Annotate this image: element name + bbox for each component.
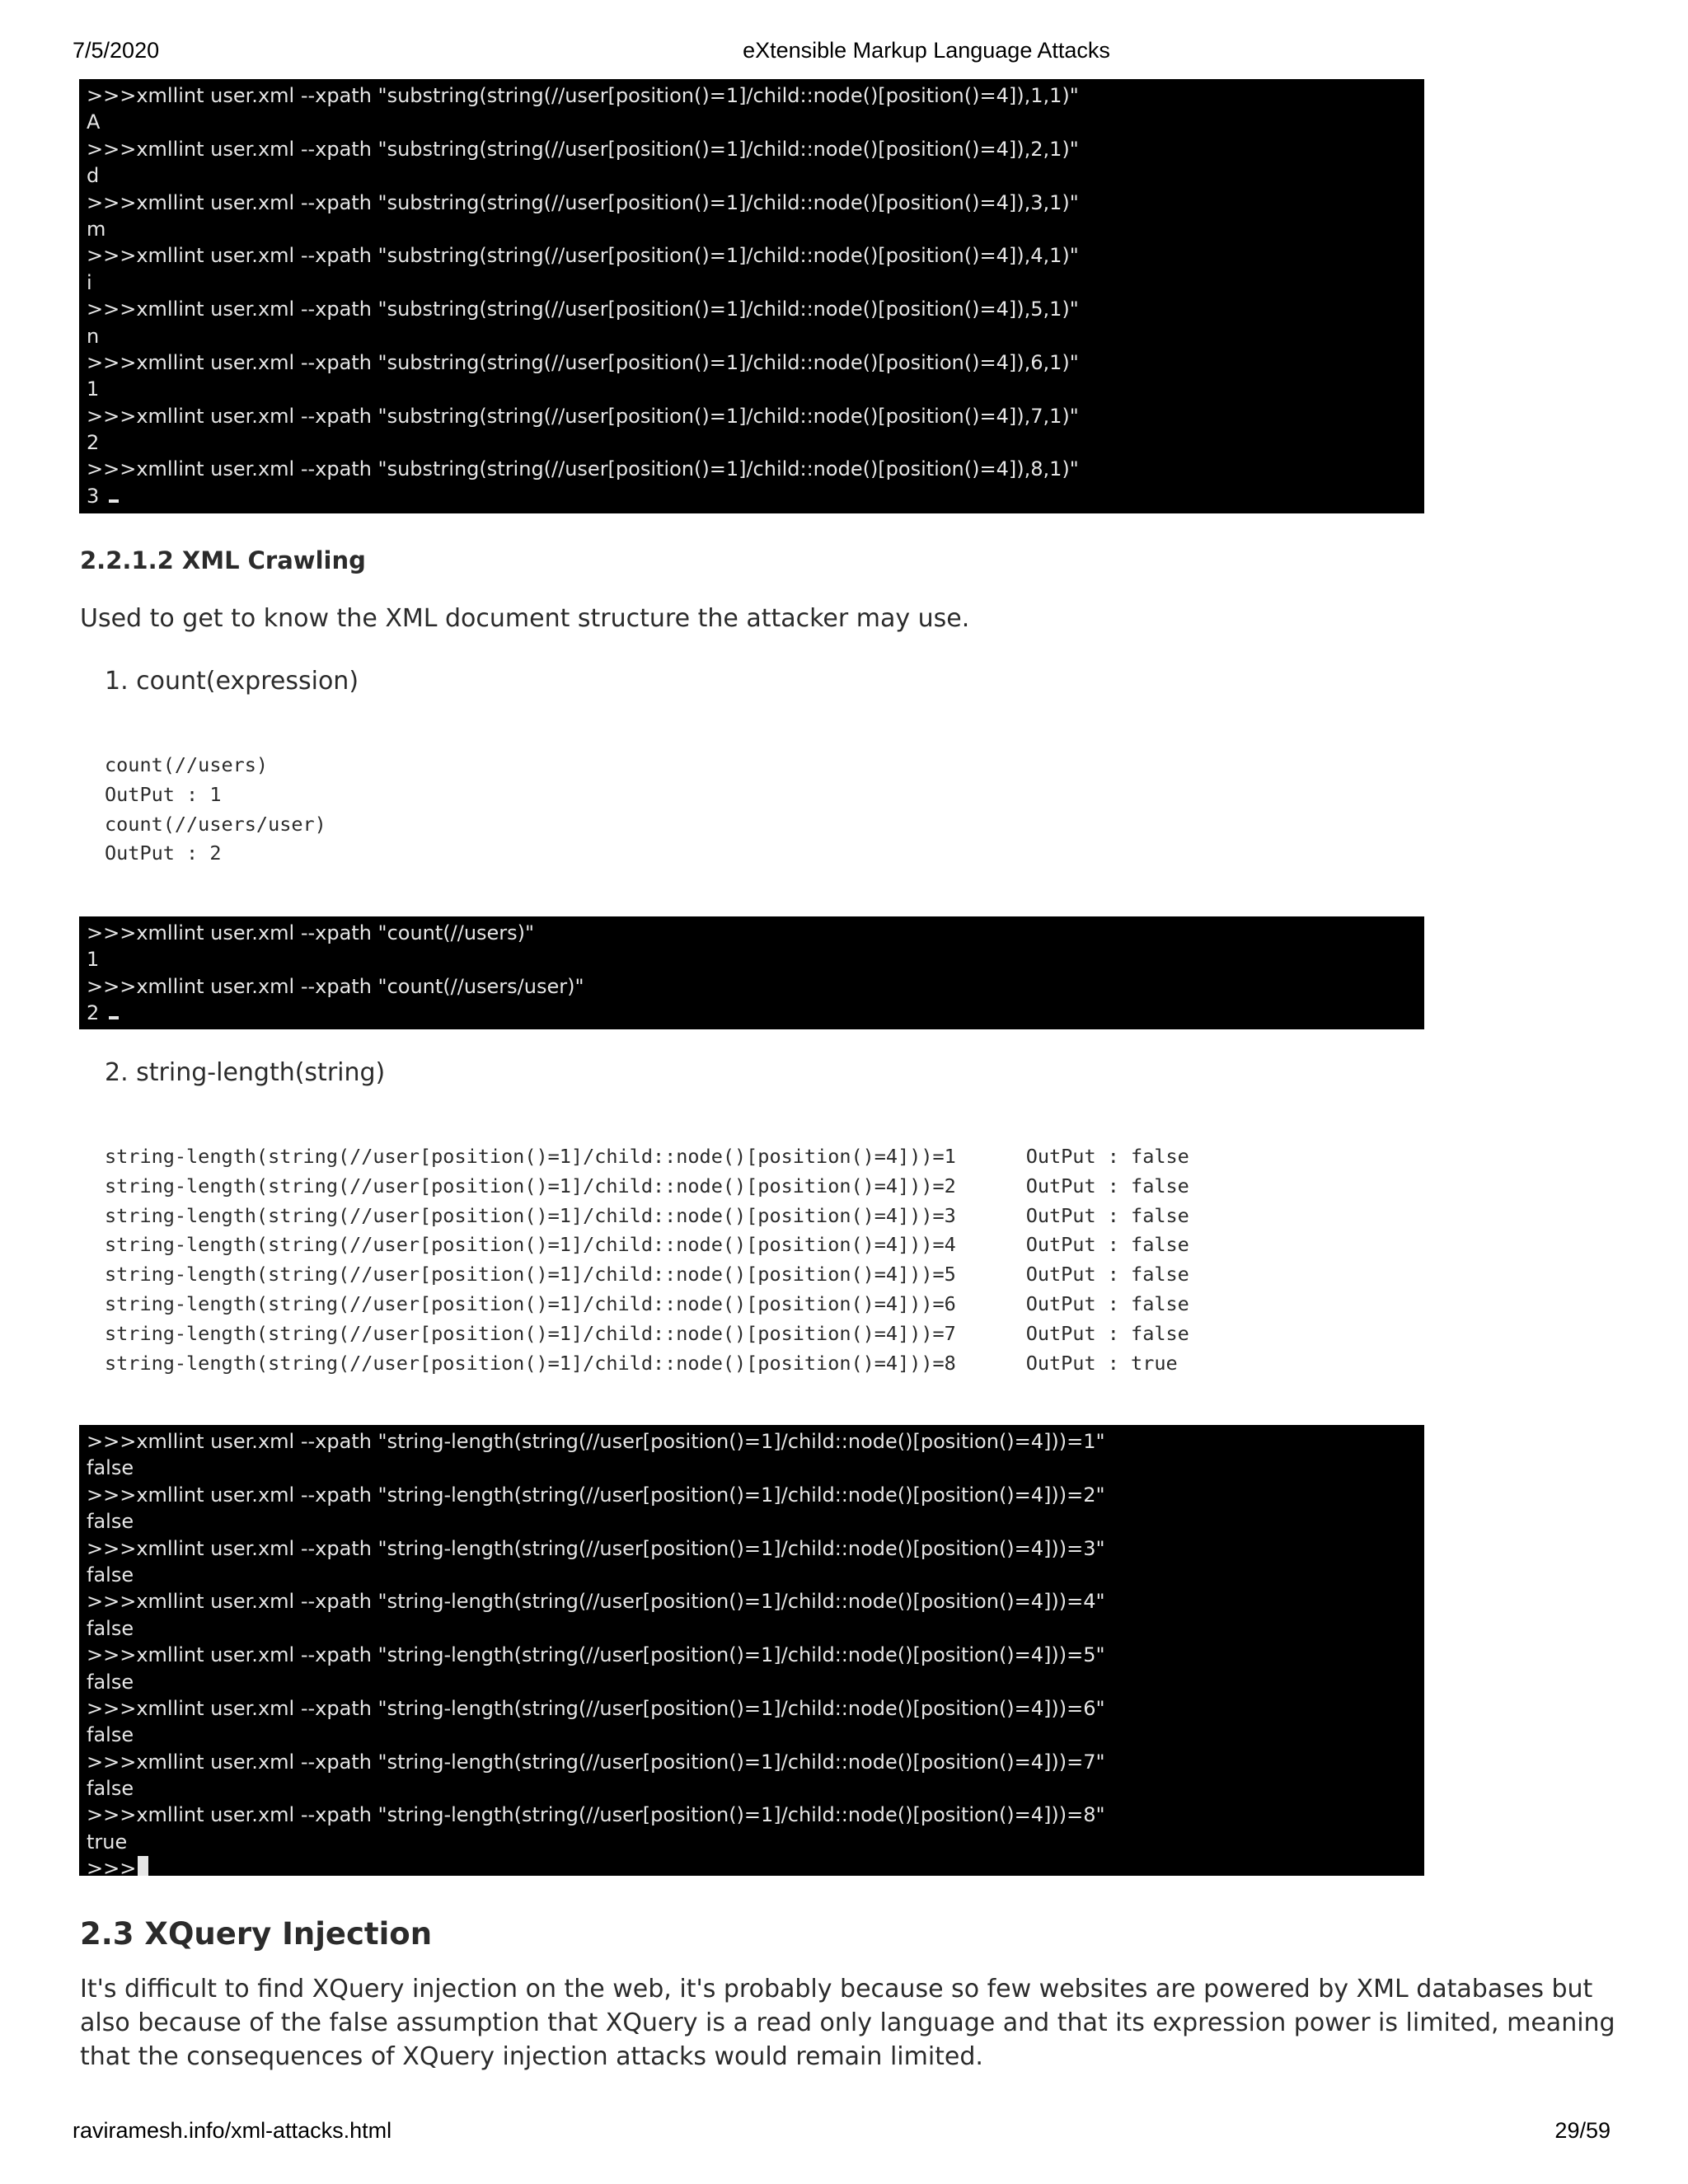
terminal-screenshot-substring [79, 79, 1424, 513]
terminal-screenshot-string-length [79, 1425, 1424, 1876]
print-page-number: 29/59 [1554, 2118, 1611, 2143]
terminal-cursor-icon [109, 499, 119, 503]
terminal-line: 2 [87, 431, 100, 455]
terminal-line: false [87, 1723, 134, 1747]
terminal-line: n [87, 324, 100, 348]
terminal-line: false [87, 1510, 134, 1534]
terminal-line: false [87, 1563, 134, 1586]
terminal-line: 1 [87, 948, 100, 972]
terminal-line: >>>xmllint user.xml --xpath "string-length(string(//user[position()=1]/child::node()[position()=4]))=3" [87, 1536, 1105, 1560]
terminal-cursor-icon [138, 1856, 148, 1876]
terminal-line: >>>xmllint user.xml --xpath "substring(string(//user[position()=1]/child::node()[position()=4]),4,1)" [87, 244, 1079, 268]
terminal-output: 3 [87, 484, 100, 508]
terminal-line: >>>xmllint user.xml --xpath "count(//users/user)" [87, 974, 584, 998]
terminal-line: >>>xmllint user.xml --xpath "substring(string(//user[position()=1]/child::node()[position()=4]),6,1)" [87, 350, 1079, 374]
terminal-line: >>>xmllint user.xml --xpath "string-length(string(//user[position()=1]/child::node()[position()=4]))=4" [87, 1590, 1105, 1614]
terminal-prompt: >>> [87, 1857, 137, 1876]
code-block-count [105, 751, 326, 869]
section-intro: Used to get to know the XML document structure the attacker may use. [80, 604, 970, 633]
terminal-line: >>>xmllint user.xml --xpath "string-length(string(//user[position()=1]/child::node()[position()=4]))=5" [87, 1643, 1105, 1667]
terminal-line: false [87, 1456, 134, 1480]
terminal-prompt-line [87, 1855, 1424, 1876]
code-line: string-length(string(//user[position()=1]/child::node()[position()=4]))=1 OutPut : false [105, 1145, 1189, 1168]
terminal-output: 2 [87, 1001, 100, 1025]
code-line: string-length(string(//user[position()=1]/child::node()[position()=4]))=2 OutPut : false [105, 1174, 1189, 1197]
terminal-line: >>>xmllint user.xml --xpath "substring(string(//user[position()=1]/child::node()[position()=4]),3,1)" [87, 190, 1079, 214]
terminal-line: >>>xmllint user.xml --xpath "substring(string(//user[position()=1]/child::node()[position()=4]),1,1)" [87, 84, 1079, 107]
terminal-line: false [87, 1616, 134, 1640]
code-line: string-length(string(//user[position()=1]/child::node()[position()=4]))=8 OutPut : true [105, 1351, 1178, 1375]
list-item-count: 1. count(expression) [105, 667, 359, 696]
terminal-line: >>>xmllint user.xml --xpath "substring(string(//user[position()=1]/child::node()[position()=4]),2,1)" [87, 137, 1079, 161]
terminal-line: true [87, 1830, 128, 1854]
code-line: string-length(string(//user[position()=1]/child::node()[position()=4]))=7 OutPut : false [105, 1321, 1189, 1345]
terminal-line-last [87, 1000, 1424, 1026]
terminal-line: >>>xmllint user.xml --xpath "string-length(string(//user[position()=1]/child::node()[position()=4]))=6" [87, 1696, 1105, 1720]
print-date: 7/5/2020 [73, 38, 160, 63]
code-line: count(//users) [105, 753, 269, 776]
list-item-string-length: 2. string-length(string) [105, 1058, 386, 1087]
code-block-string-length [105, 1142, 1189, 1378]
code-line: string-length(string(//user[position()=1]/child::node()[position()=4]))=5 OutPut : false [105, 1263, 1189, 1286]
terminal-line: >>>xmllint user.xml --xpath "count(//users)" [87, 921, 535, 944]
terminal-cursor-icon [109, 1016, 119, 1019]
code-line: string-length(string(//user[position()=1]/child::node()[position()=4]))=6 OutPut : false [105, 1291, 1189, 1315]
terminal-line: >>>xmllint user.xml --xpath "string-length(string(//user[position()=1]/child::node()[position()=4]))=8" [87, 1803, 1105, 1827]
code-line: count(//users/user) [105, 812, 326, 836]
terminal-line: >>>xmllint user.xml --xpath "substring(string(//user[position()=1]/child::node()[position()=4]),5,1)" [87, 298, 1079, 321]
body-paragraph: It's difficult to find XQuery injection on the web, it's probably because so few websites are powered by XML databases but also because of the false assumption that XQuery is a read only language and that its expression power is limited, meaning that the consequences of XQuery injection attacks would remain limited. [80, 1975, 1615, 2071]
section-heading-xquery-injection: 2.3 XQuery Injection [80, 1916, 433, 1952]
terminal-line: d [87, 164, 100, 188]
terminal-line: false [87, 1777, 134, 1801]
print-page-title: eXtensible Markup Language Attacks [743, 38, 1110, 63]
code-line: string-length(string(//user[position()=1]/child::node()[position()=4]))=3 OutPut : false [105, 1203, 1189, 1227]
print-source-url: raviramesh.info/xml-attacks.html [73, 2118, 392, 2143]
section-heading-xml-crawling: 2.2.1.2 XML Crawling [80, 546, 366, 574]
terminal-screenshot-count [79, 916, 1424, 1029]
code-line: OutPut : 1 [105, 782, 222, 806]
terminal-line: >>>xmllint user.xml --xpath "string-length(string(//user[position()=1]/child::node()[position()=4]))=1" [87, 1430, 1105, 1453]
terminal-line: >>>xmllint user.xml --xpath "substring(string(//user[position()=1]/child::node()[position()=4]),8,1)" [87, 457, 1079, 481]
terminal-line: A [87, 110, 101, 134]
terminal-line: m [87, 217, 106, 241]
terminal-line: >>>xmllint user.xml --xpath "substring(string(//user[position()=1]/child::node()[position()=4]),7,1)" [87, 404, 1079, 428]
terminal-line: false [87, 1670, 134, 1694]
terminal-line-last [87, 483, 1424, 509]
terminal-line: i [87, 270, 92, 294]
code-line: string-length(string(//user[position()=1]/child::node()[position()=4]))=4 OutPut : false [105, 1233, 1189, 1257]
terminal-line: >>>xmllint user.xml --xpath "string-length(string(//user[position()=1]/child::node()[position()=4]))=2" [87, 1483, 1105, 1507]
code-line: OutPut : 2 [105, 841, 222, 865]
terminal-line: 1 [87, 377, 100, 401]
terminal-line: >>>xmllint user.xml --xpath "string-length(string(//user[position()=1]/child::node()[position()=4]))=7" [87, 1750, 1105, 1774]
